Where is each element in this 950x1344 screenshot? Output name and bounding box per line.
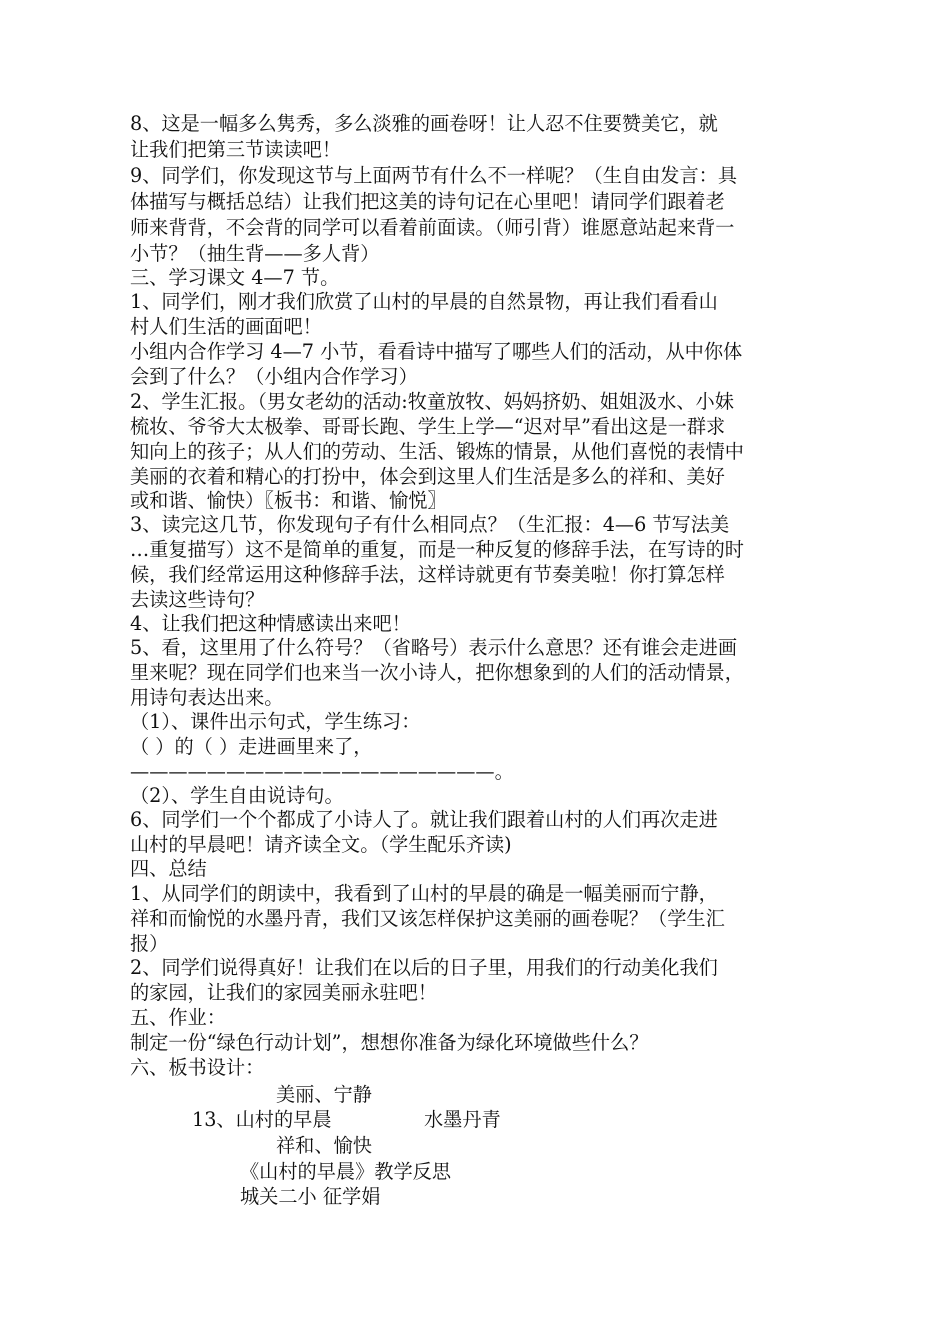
- text-line: 5、看，这里用了什么符号？（省略号）表示什么意思？还有谁会走进画: [130, 636, 738, 659]
- text-line: 1、同学们，刚才我们欣赏了山村的早晨的自然景物，再让我们看看山: [130, 290, 718, 313]
- text-line: 《山村的早晨》教学反思: [240, 1160, 452, 1183]
- text-line: 小节？（抽生背——多人背）: [130, 242, 380, 265]
- text-line: 知向上的孩子；从人们的劳动、生活、锻炼的情景，从他们喜悦的表情中: [130, 440, 744, 463]
- text-line: 小组内合作学习 4—7 小节，看看诗中描写了哪些人们的活动，从中你体: [130, 340, 743, 363]
- text-line: 会到了什么？（小组内合作学习）: [130, 365, 418, 388]
- text-line: 2、学生汇报。（男女老幼的活动:牧童放牧、妈妈挤奶、姐姐汲水、小妹: [130, 390, 734, 413]
- text-line: 梳妆、爷爷大太极拳、哥哥长跑、学生上学—“迟对早”看出这是一群求: [130, 415, 726, 438]
- text-line: 3、读完这几节，你发现句子有什么相同点？（生汇报：4—6 节写法美: [130, 513, 730, 536]
- text-line: 去读这些诗句？: [130, 588, 265, 611]
- text-line: 候，我们经常运用这种修辞手法，这样诗就更有节奏美啦！你打算怎样: [130, 563, 725, 586]
- text-line: 师来背背，不会背的同学可以看着前面读。（师引背）谁愿意站起来背一: [130, 216, 735, 239]
- text-line: 村人们生活的画面吧！: [130, 315, 322, 338]
- text-line: 2、同学们说得真好！让我们在以后的日子里，用我们的行动美化我们: [130, 956, 718, 979]
- text-line: 山村的早晨吧！请齐读全文。（学生配乐齐读): [130, 833, 512, 856]
- text-line: 或和谐、愉快）〖板书：和谐、愉悦〗: [130, 489, 447, 512]
- text-line: 水墨丹青: [424, 1108, 501, 1131]
- text-line: 9、同学们，你发现这节与上面两节有什么不一样呢？（生自由发言：具: [130, 164, 738, 187]
- text-line: （2）、学生自由说诗句。: [130, 784, 344, 807]
- text-line: 城关二小 征学娟: [240, 1185, 381, 1208]
- text-line: 体描写与概括总结）让我们把这美的诗句记在心里吧！请同学们跟着老: [130, 190, 725, 213]
- text-line: 4、让我们把这种情感读出来吧！: [130, 612, 411, 635]
- text-line: 13、山村的早晨: [192, 1108, 332, 1131]
- text-line: 美丽、宁静: [276, 1083, 372, 1106]
- text-line: 1、从同学们的朗读中，我看到了山村的早晨的确是一幅美丽而宁静，: [130, 882, 718, 905]
- text-line: 报）: [130, 932, 169, 955]
- text-line: 四、总结: [130, 857, 207, 880]
- text-line: ———————————————————。: [130, 760, 514, 783]
- text-line: 6、同学们一个个都成了小诗人了。就让我们跟着山村的人们再次走进: [130, 808, 718, 831]
- text-line: 六、板书设计：: [130, 1056, 265, 1079]
- text-line: 祥和、愉快: [276, 1134, 372, 1157]
- text-line: 五、作业：: [130, 1006, 226, 1029]
- text-line: 里来呢？现在同学们也来当一次小诗人，把你想象到的人们的活动情景，: [130, 661, 744, 684]
- text-line: …重复描写）这不是简单的重复，而是一种反复的修辞手法，在写诗的时: [130, 538, 744, 561]
- text-line: 用诗句表达出来。: [130, 686, 284, 709]
- text-line: 美丽的衣着和精心的打扮中，体会到这里人们生活是多么的祥和、美好: [130, 465, 725, 488]
- text-line: （ ）的（ ）走进画里来了，: [130, 735, 373, 758]
- text-line: 三、学习课文 4—7 节。: [130, 266, 340, 289]
- text-line: 制定一份“绿色行动计划”，想想你准备为绿化环境做些什么？: [130, 1031, 649, 1054]
- text-line: 让我们把第三节读读吧！: [130, 138, 342, 161]
- text-line: 祥和而愉悦的水墨丹青，我们又该怎样保护这美丽的画卷呢？（学生汇: [130, 907, 725, 930]
- text-line: （1）、课件出示句式，学生练习：: [130, 710, 421, 733]
- text-line: 8、这是一幅多么隽秀，多么淡雅的画卷呀！让人忍不住要赞美它，就: [130, 112, 718, 135]
- text-line: 的家园，让我们的家园美丽永驻吧！: [130, 981, 437, 1004]
